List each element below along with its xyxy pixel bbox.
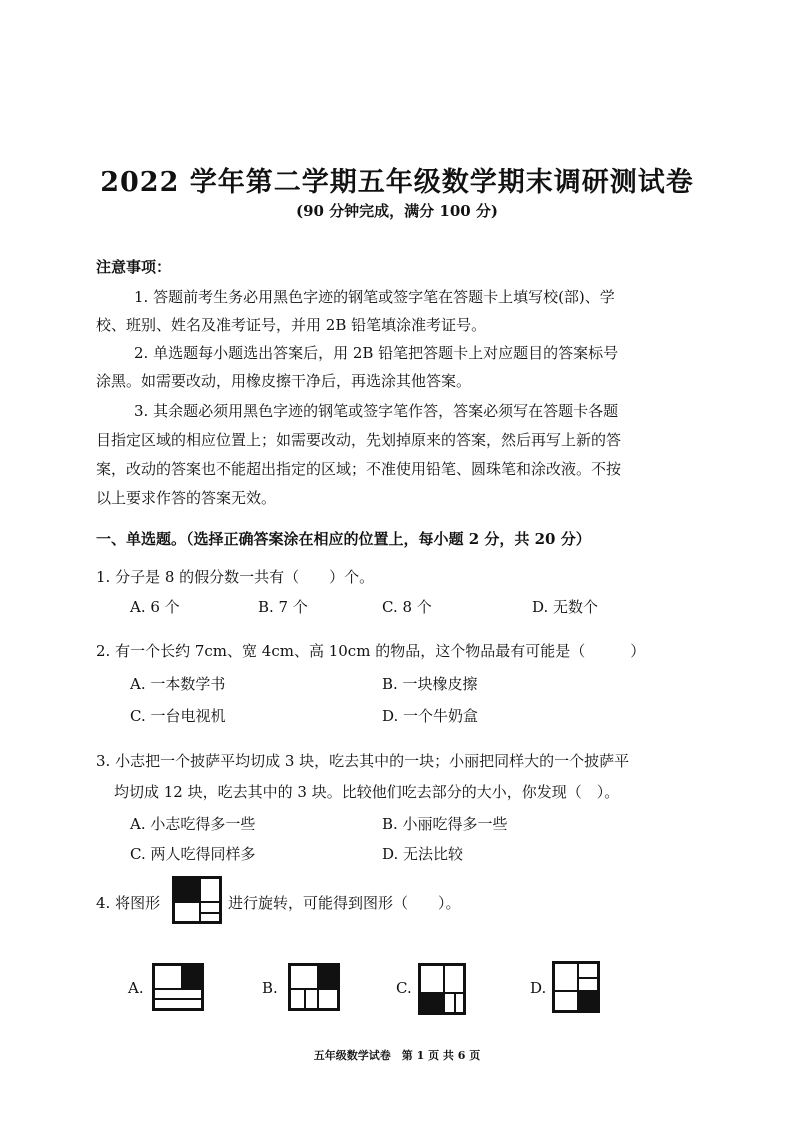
q4-option-c-figure <box>418 963 466 1015</box>
notes-line: 2. 单选题每小题选出答案后，用 2B 铅笔把答题卡上对应题目的答案标号 <box>134 344 619 362</box>
notes-line: 目指定区域的相应位置上；如需要改动，先划掉原来的答案，然后再写上新的答 <box>96 431 622 449</box>
question-3-stem-line-1: 3. 小志把一个披萨平均切成 3 块，吃去其中的一块；小丽把同样大的一个披萨平 <box>96 752 630 770</box>
notes-heading: 注意事项： <box>96 258 172 276</box>
q2-option-b: B. 一块橡皮擦 <box>382 675 478 693</box>
q4-source-figure <box>172 876 222 924</box>
q4-option-c-label: C. <box>396 979 412 997</box>
q1-option-c: C. 8 个 <box>382 598 432 616</box>
q4-option-b-figure <box>288 963 340 1011</box>
section-1-heading: 一、单选题。（选择正确答案涂在相应的位置上，每小题 2 分，共 20 分） <box>96 530 591 548</box>
q4-option-a-figure <box>152 963 204 1011</box>
q3-option-a: A. 小志吃得多一些 <box>130 815 256 833</box>
notes-line: 案，改动的答案也不能超出指定的区域；不准使用铅笔、圆珠笔和涂改液。不按 <box>96 460 622 478</box>
q2-option-c: C. 一台电视机 <box>130 707 226 725</box>
question-4-stem-before: 4. 将图形 <box>96 894 161 912</box>
q1-option-a: A. 6 个 <box>130 598 180 616</box>
q1-option-b: B. 7 个 <box>258 598 308 616</box>
question-3-stem-line-2: 均切成 12 块，吃去其中的 3 块。比较他们吃去部分的大小，你发现（ ）。 <box>114 783 620 801</box>
exam-title: 2022 学年第二学期五年级数学期末调研测试卷 <box>100 167 694 198</box>
question-2-stem: 2. 有一个长约 7cm、宽 4cm、高 10cm 的物品，这个物品最有可能是（ ） <box>96 642 646 660</box>
q4-option-d-label: D. <box>530 979 547 997</box>
q3-option-d: D. 无法比较 <box>382 845 464 863</box>
page-footer: 五年级数学试卷 第 1 页 共 6 页 <box>313 1049 481 1062</box>
notes-line: 以上要求作答的答案无效。 <box>96 489 277 507</box>
q3-option-c: C. 两人吃得同样多 <box>130 845 256 863</box>
q2-option-a: A. 一本数学书 <box>130 675 226 693</box>
notes-line: 校、班别、姓名及准考证号，并用 2B 铅笔填涂准考证号。 <box>96 316 487 334</box>
q4-option-a-label: A. <box>128 979 144 997</box>
q4-option-b-label: B. <box>262 979 278 997</box>
q4-option-d-figure <box>552 961 600 1013</box>
q1-option-d: D. 无数个 <box>532 598 599 616</box>
question-4-stem-after: 进行旋转，可能得到图形（ ）。 <box>228 894 461 912</box>
notes-line: 1. 答题前考生务必用黑色字迹的钢笔或签字笔在答题卡上填写校(部)、学 <box>134 288 615 306</box>
q3-option-b: B. 小丽吃得多一些 <box>382 815 508 833</box>
question-1-stem: 1. 分子是 8 的假分数一共有（ ）个。 <box>96 568 375 586</box>
exam-subtitle: (90 分钟完成，满分 100 分) <box>295 202 499 220</box>
notes-line: 3. 其余题必须用黑色字迹的钢笔或签字笔作答，答案必须写在答题卡各题 <box>134 402 619 420</box>
q2-option-d: D. 一个牛奶盒 <box>382 707 479 725</box>
notes-line: 涂黑。如需要改动，用橡皮擦干净后，再选涂其他答案。 <box>96 372 472 390</box>
